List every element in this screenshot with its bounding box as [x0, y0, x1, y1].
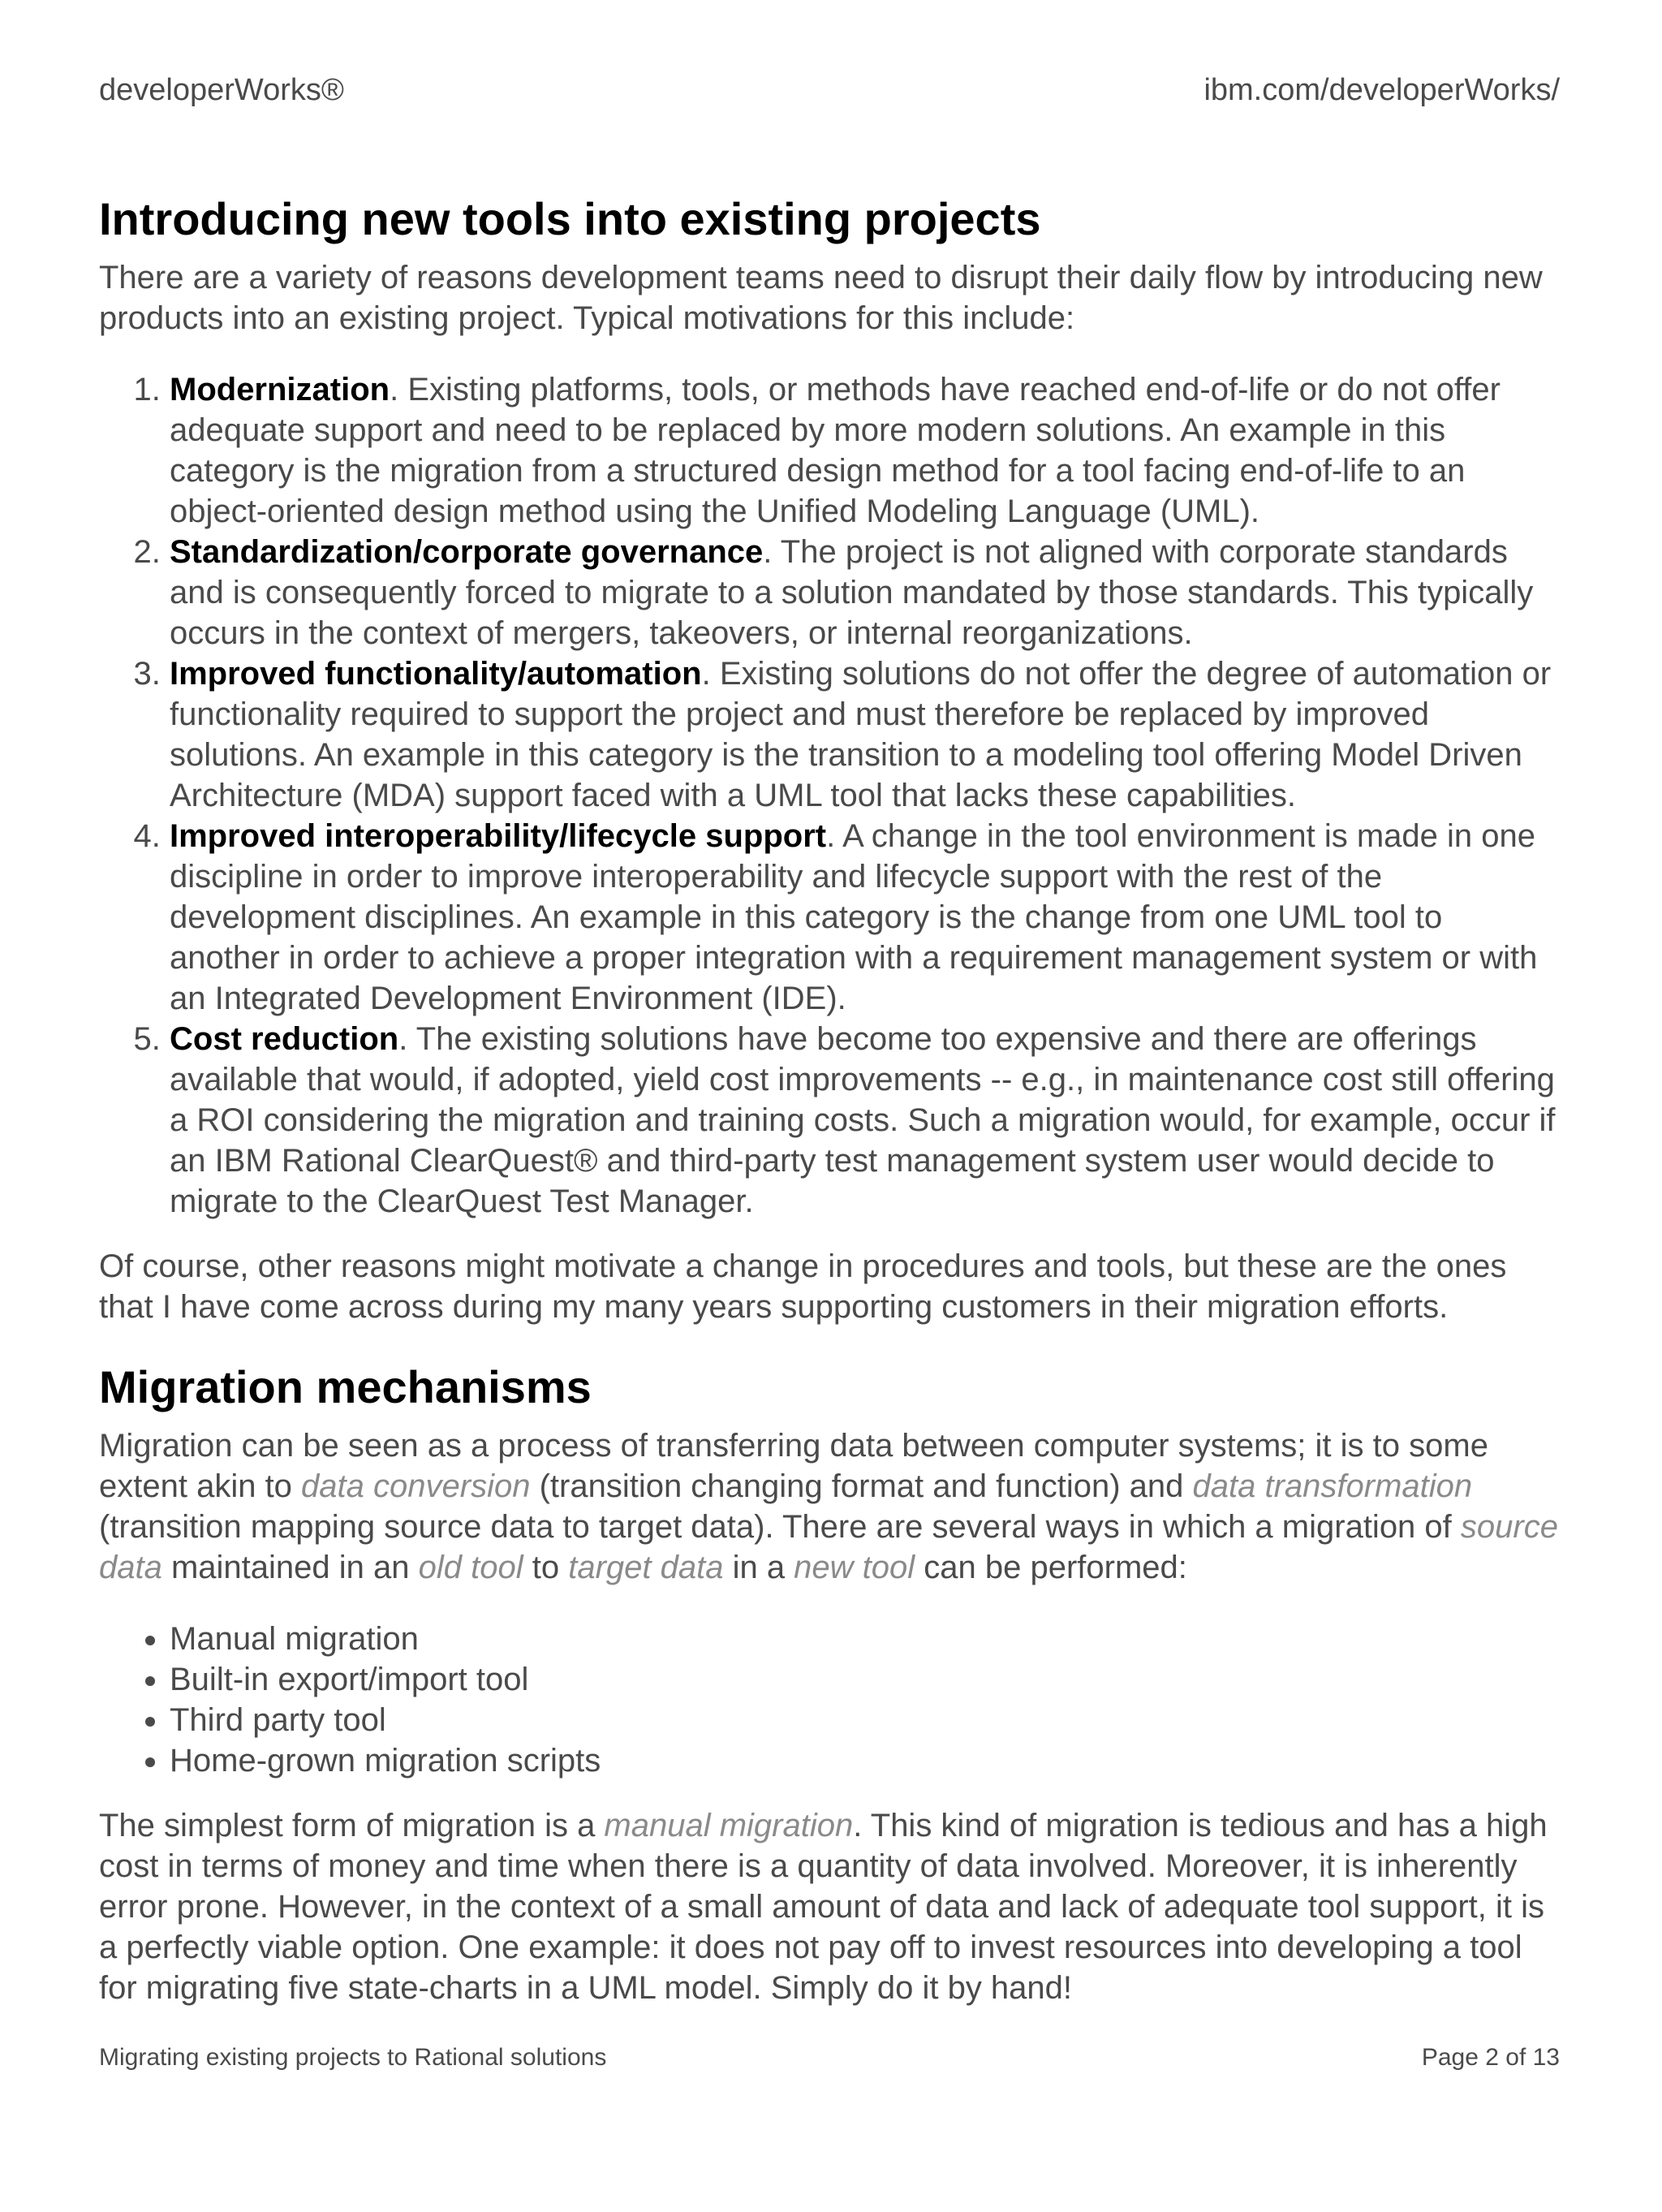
term-source-data: source data — [99, 1509, 1558, 1586]
page-footer — [99, 2046, 1560, 2070]
mechanism-item: • Third party tool — [170, 1700, 1560, 1740]
mechanisms-list — [99, 1619, 1560, 1781]
reason-term: Cost reduction — [170, 1021, 399, 1058]
text-run: (transition changing format and function) and — [530, 1468, 1193, 1505]
reasons-list — [99, 369, 1560, 1222]
section-title-introducing: Introducing new tools into existing projects — [99, 193, 1041, 244]
text-run: (transition mapping source data to target data). There are several ways in which a migration of — [99, 1509, 1461, 1546]
section-title-migration-mechanisms: Migration mechanisms — [99, 1361, 592, 1413]
mechanism-item: • Manual migration — [170, 1619, 1560, 1659]
page-header — [99, 75, 1560, 106]
term-data-conversion: data conversion — [301, 1468, 531, 1505]
reason-item — [170, 532, 1560, 653]
header-brand: developerWorks® — [99, 73, 344, 107]
term-new-tool: new tool — [794, 1550, 915, 1586]
reason-item — [170, 653, 1560, 816]
migration-paragraph — [99, 1425, 1560, 1588]
reason-item — [170, 369, 1560, 532]
header-url: ibm.com/developerWorks/ — [1203, 73, 1560, 107]
closing-paragraph: Of course, other reasons might motivate a change in procedures and tools, but these are the ones that I have come across during my many years supporting customers in their migration efforts. — [99, 1248, 1507, 1326]
page-content — [99, 192, 1560, 2008]
mechanism-item: • Built-in export/import tool — [170, 1659, 1560, 1700]
text-run: Migration can be seen as a process of transferring data between computer systems; it is to some extent akin to — [99, 1428, 1488, 1505]
footer-page-number: Page 2 of 13 — [1421, 2044, 1560, 2071]
mechanism-item: • Home-grown migration scripts — [170, 1740, 1560, 1781]
reason-item — [170, 816, 1560, 1019]
reason-term: Modernization — [170, 372, 390, 408]
term-old-tool: old tool — [418, 1550, 523, 1586]
reason-term: Improved functionality/automation — [170, 656, 702, 692]
text-run: to — [523, 1550, 569, 1586]
text-run: The simplest form of migration is a — [99, 1808, 605, 1844]
term-manual-migration: manual migration — [604, 1808, 854, 1844]
document-page — [99, 0, 1560, 2212]
term-target-data: target data — [568, 1550, 724, 1586]
reason-text: . Existing solutions do not offer the degree of automation or functionality required to support the project and must therefore be replaced by improved solutions. An example in this category is the transition to a modeling tool offering Model Driven Architecture (MDA) support faced with a UML tool that lacks these capabilities. — [170, 656, 1552, 814]
term-data-transformation: data transformation — [1192, 1468, 1473, 1505]
manual-migration-paragraph — [99, 1805, 1560, 2008]
footer-doc-title: Migrating existing projects to Rational solutions — [99, 2044, 607, 2071]
reason-term: Improved interoperability/lifecycle support — [170, 818, 827, 855]
reason-text: . Existing platforms, tools, or methods have reached end-of-life or do not offer adequate support and need to be replaced by more modern solutions. An example in this category is the migration from a structured design method for a tool facing end-of-life to an object-oriented design method using the Unified Modeling Language (UML). — [170, 372, 1501, 530]
reason-item — [170, 1019, 1560, 1222]
text-run: in a — [723, 1550, 794, 1586]
intro-paragraph: There are a variety of reasons development teams need to disrupt their daily flow by introducing new products into an existing project. Typical motivations for this include: — [99, 260, 1543, 337]
reason-text: . The project is not aligned with corporate standards and is consequently forced to migrate to a solution mandated by those standards. This typically occurs in the context of mergers, takeovers, or internal reorganizations. — [170, 534, 1534, 652]
reason-text: . The existing solutions have become too expensive and there are offerings available that would, if adopted, yield cost improvements -- e.g., in maintenance cost still offering a ROI considering the migration and training costs. Such a migration would, for example, occur if an IBM Rational ClearQuest® and third-party test management system user would decide to migrate to the ClearQuest Test Manager. — [170, 1021, 1556, 1220]
reason-term: Standardization/corporate governance — [170, 534, 764, 571]
reason-text: . A change in the tool environment is made in one discipline in order to improve interoperability and lifecycle support with the rest of the development disciplines. An example in this category is the change from one UML tool to another in order to achieve a proper integration with a requirement management system or with an Integrated Development Environment (IDE). — [170, 818, 1538, 1017]
text-run: can be performed: — [915, 1550, 1187, 1586]
text-run: maintained in an — [161, 1550, 419, 1586]
text-run: . This kind of migration is tedious and has a high cost in terms of money and time when there is a quantity of data involved. Moreover, it is inherently error prone. However, in the context of a small amount of data and lack of adequate tool support, it is a perfectly viable option. One example: it does not pay off to invest resources into developing a tool for migrating five state-charts in a UML model. Simply do it by hand! — [99, 1808, 1548, 2007]
